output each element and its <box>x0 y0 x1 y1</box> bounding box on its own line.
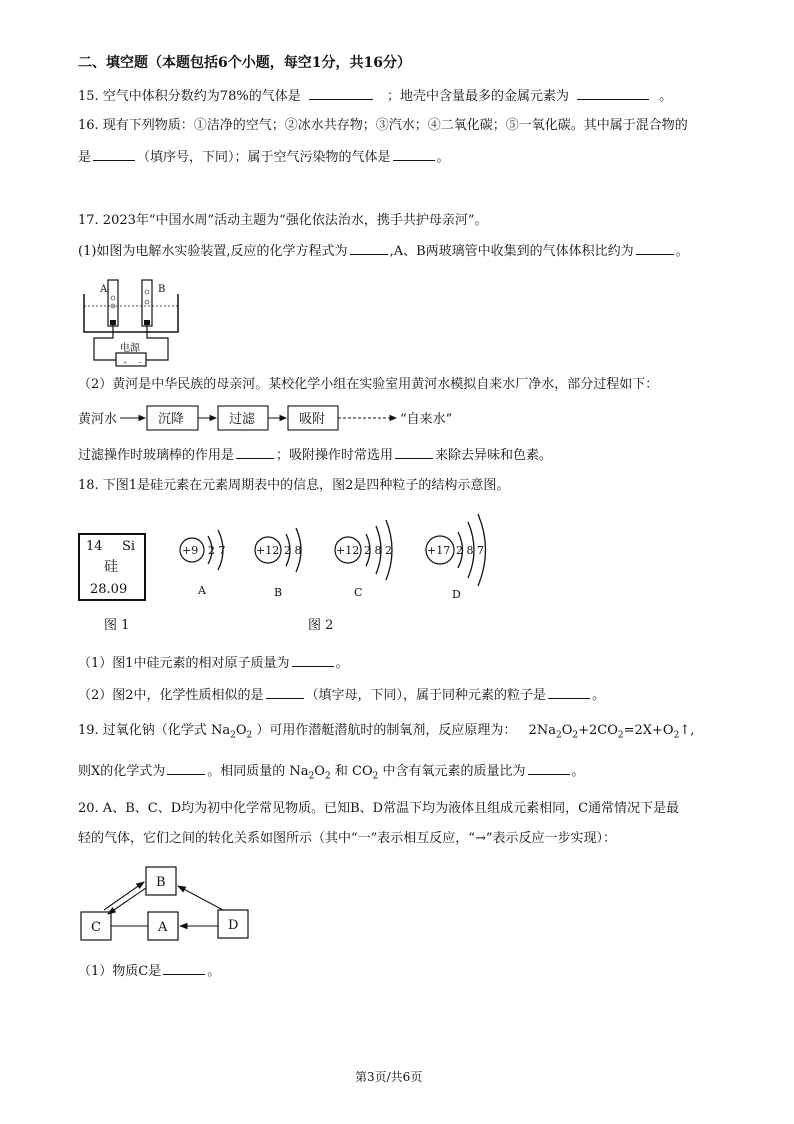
svg-text:2 7: 2 7 <box>208 544 226 557</box>
answer-blank[interactable] <box>393 148 435 161</box>
svg-text:2 8 2: 2 8 2 <box>364 544 392 557</box>
question-17-part2: （2）黄河是中华民族的母亲河。某校化学小组在实验室用黄河水模拟自来水厂净水，部分过程如下： <box>78 377 659 392</box>
answer-blank[interactable] <box>266 686 304 699</box>
question-18-part2: （2）图2中，化学性质相似的是 （填字母，下同），属于同种元素的粒子是 。 <box>78 688 606 703</box>
element-symbol: Si <box>122 539 136 554</box>
question-16-line1: 16. 现有下列物质：①洁净的空气；②冰水共存物；③汽水；④二氧化碳；⑤一氧化碳。其中属于混合物的 <box>78 118 688 133</box>
reaction-equation: $2Na_2O_2+2CO_2=2X+O_2↑$, <box>528 723 695 741</box>
node-c: C <box>91 920 101 935</box>
flow-start: 黄河水 <box>78 412 118 427</box>
element-name: 硅 <box>104 559 118 575</box>
answer-blank[interactable] <box>636 242 674 255</box>
answer-blank[interactable] <box>528 762 570 775</box>
answer-blank[interactable] <box>167 762 205 775</box>
question-20-part1: （1）物质C是 。 <box>78 964 221 979</box>
question-17-part1: (1)如图为电解水实验装置,反应的化学方程式为 ,A、B两玻璃管中收集到的气体体积比约为 。 <box>78 244 689 259</box>
question-18-part1: （1）图1中硅元素的相对原子质量为 。 <box>78 656 349 671</box>
figure-2-caption: 图 2 <box>308 618 334 633</box>
flow-step-3: 吸附 <box>299 412 326 427</box>
answer-blank[interactable] <box>350 242 388 255</box>
conversion-relation-diagram <box>78 862 258 944</box>
question-17-stem: 17. 2023年“中国水周”活动主题为“强化依法治水，携手共护母亲河”。 <box>78 213 488 228</box>
figure-1-caption: 图 1 <box>104 618 130 633</box>
question-16-line2: 是 （填序号，下同）；属于空气污染物的气体是 。 <box>78 150 450 165</box>
question-19-line1: 19. 过氧化钠（化学式 $Na_2O_2$ ）可用作潜艇潜航时的制氧剂，反应原理为： $2Na_2O_2+2CO_2=2X+O_2↑$, <box>78 723 695 741</box>
purification-flow-figure <box>78 405 498 433</box>
answer-blank[interactable] <box>395 446 433 459</box>
svg-text:+9: +9 <box>182 544 199 557</box>
svg-text:−: − <box>138 360 143 366</box>
answer-blank[interactable] <box>163 962 205 975</box>
particle-d <box>426 514 486 601</box>
question-15: 15. 空气中体积分数约为78%的气体是 ；地壳中含量最多的金属元素为 。 <box>78 89 673 104</box>
svg-text:A: A <box>198 584 206 597</box>
flow-step-1: 沉降 <box>158 412 185 427</box>
silicon-element-card <box>78 533 148 603</box>
node-b: B <box>156 875 166 890</box>
flow-step-2: 过滤 <box>229 412 256 427</box>
svg-text:D: D <box>452 588 461 601</box>
tube-b-label: B <box>158 284 166 295</box>
flow-end: “自来水” <box>400 412 453 427</box>
power-label: 电源 <box>120 343 140 354</box>
svg-text:C: C <box>354 586 363 599</box>
atomic-number: 14 <box>86 539 103 554</box>
question-17-part3: 过滤操作时玻璃棒的作用是 ；吸附操作时常选用 来除去异味和色素。 <box>78 448 553 463</box>
page-number: 第3页/共6页 <box>355 1070 423 1084</box>
question-18-stem: 18. 下图1是硅元素在元素周期表中的信息，图2是四种粒子的结构示意图。 <box>78 478 510 493</box>
particle-b <box>255 528 302 599</box>
question-19-line2: 则X的化学式为 。相同质量的 $Na_2O_2$ 和 $CO_2$ 中含有氧元素的质量比为 。 <box>78 764 585 782</box>
svg-text:+12: +12 <box>256 544 280 557</box>
answer-blank[interactable] <box>577 87 649 100</box>
answer-blank[interactable] <box>93 148 135 161</box>
svg-text:2 8: 2 8 <box>284 544 302 557</box>
answer-blank[interactable] <box>309 87 373 100</box>
node-a: A <box>158 920 168 935</box>
svg-text:+12: +12 <box>336 544 360 557</box>
electrolysis-apparatus-figure <box>78 272 193 367</box>
svg-text:+17: +17 <box>427 544 451 557</box>
answer-blank[interactable] <box>236 446 274 459</box>
particle-diagrams <box>170 510 500 610</box>
question-20-line1: 20. A、B、C、D均为初中化学常见物质。已知B、D常温下均为液体且组成元素相同，C通常情况下是最 <box>78 801 680 816</box>
atomic-mass: 28.09 <box>90 582 128 597</box>
svg-text:2 8 7: 2 8 7 <box>456 544 484 557</box>
answer-blank[interactable] <box>548 686 590 699</box>
particle-c <box>335 520 392 599</box>
section-title: 二、填空题（本题包括6个小题，每空1分，共16分） <box>78 55 411 71</box>
svg-text:B: B <box>274 586 283 599</box>
question-20-line2: 轻的气体，它们之间的转化关系如图所示（其中“一”表示相互反应，“→”表示反应一步实现）： <box>78 831 616 846</box>
node-d: D <box>228 918 239 933</box>
svg-text:+: + <box>123 360 128 366</box>
answer-blank[interactable] <box>292 654 334 667</box>
tube-a-label: A <box>100 284 108 295</box>
particle-a <box>180 530 226 597</box>
